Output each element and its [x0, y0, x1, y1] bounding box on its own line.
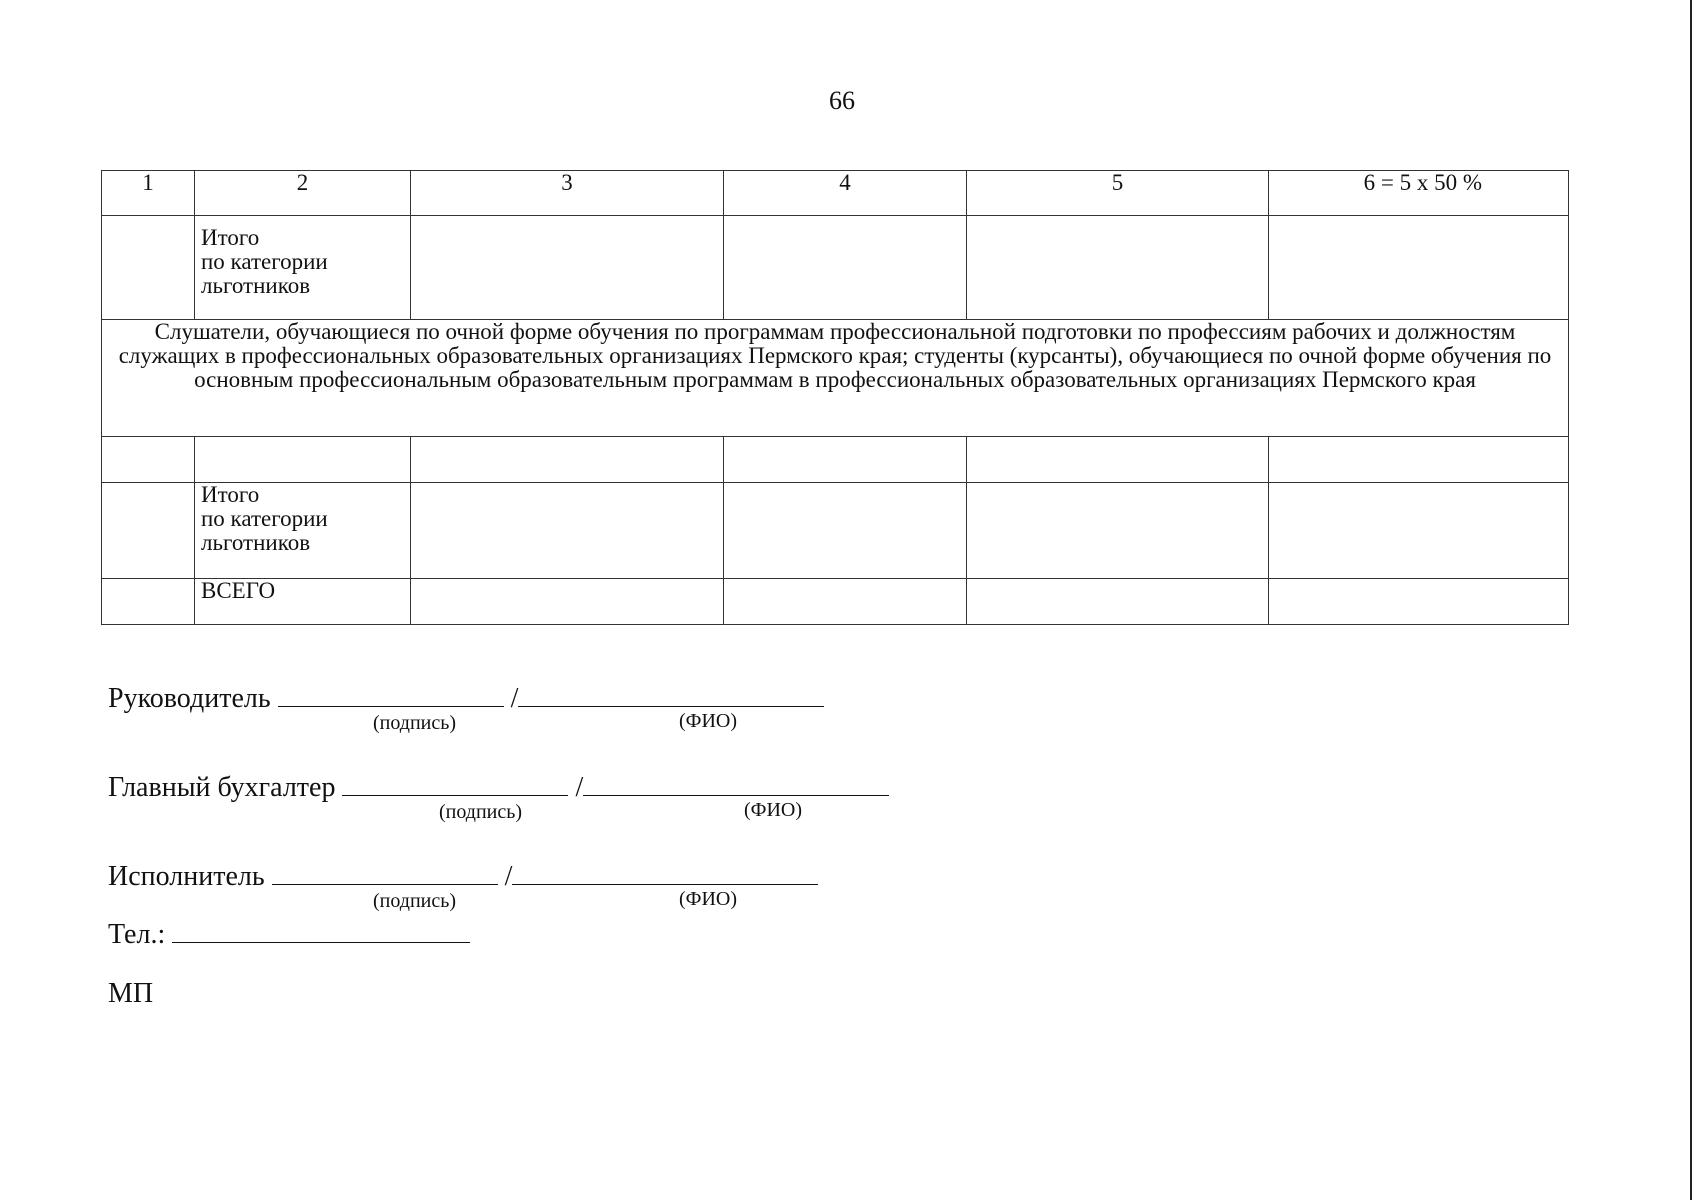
subtotal-label-line: по категории — [201, 249, 328, 274]
table-cell — [967, 579, 1269, 625]
subtotal-label — [195, 483, 411, 579]
table-cell — [1269, 483, 1569, 579]
subtotal-label-line: по категории — [201, 506, 328, 531]
table-cell — [411, 483, 724, 579]
column-number: 1 — [102, 171, 195, 216]
subtotal-row — [102, 483, 1569, 579]
fio-field[interactable] — [512, 856, 818, 885]
table-cell — [102, 216, 195, 320]
column-number: 4 — [724, 171, 967, 216]
section-title: Слушатели, обучающиеся по очной форме обучения по программам профессиональной подготовки по профессиям рабочих и должностям служащих в профессиональных образовательных организациях Пермского края; студенты (курсанты), обучающиеся по очной форме обучения по основным профессиональным образовательным программам в профессиональных образовательных организациях Пермского края — [102, 320, 1569, 437]
column-number: 3 — [411, 171, 724, 216]
separator: / — [510, 683, 519, 714]
separator: / — [575, 772, 584, 803]
phone-field[interactable] — [172, 914, 470, 943]
separator: / — [504, 861, 513, 892]
subtotal-label-line: Итого — [201, 225, 260, 250]
executor-label: Исполнитель — [108, 861, 265, 892]
subtotal-label-line: льготников — [201, 530, 311, 555]
signature-caption: (подпись) — [439, 801, 523, 823]
page-edge — [1690, 0, 1692, 1200]
fio-caption: (ФИО) — [679, 710, 738, 732]
table-cell — [411, 579, 724, 625]
table-cell — [102, 579, 195, 625]
fio-field[interactable] — [583, 767, 889, 796]
table-cell — [195, 437, 411, 483]
table-cell — [411, 437, 724, 483]
stamp-label: МП — [108, 978, 154, 1009]
column-number: 2 — [195, 171, 411, 216]
table-cell — [724, 483, 967, 579]
column-number: 5 — [967, 171, 1269, 216]
table-row — [102, 437, 1569, 483]
column-number-row — [102, 171, 1569, 216]
column-number: 6 = 5 x 50 % — [1269, 171, 1569, 216]
fio-caption: (ФИО) — [744, 799, 803, 821]
report-table — [101, 170, 1569, 625]
table-cell — [1269, 437, 1569, 483]
total-row — [102, 579, 1569, 625]
subtotal-row — [102, 216, 1569, 320]
table-cell — [411, 216, 724, 320]
head-label: Руководитель — [108, 683, 271, 714]
table-cell — [967, 437, 1269, 483]
section-row — [102, 320, 1569, 437]
signature-caption: (подпись) — [373, 712, 457, 734]
table-cell — [724, 216, 967, 320]
signature-caption: (подпись) — [373, 890, 457, 912]
phone-line — [108, 914, 470, 951]
table-cell — [1269, 579, 1569, 625]
table-cell — [724, 579, 967, 625]
fio-field[interactable] — [518, 678, 824, 707]
total-label: ВСЕГО — [195, 579, 411, 625]
subtotal-label — [195, 216, 411, 320]
fio-caption: (ФИО) — [679, 888, 738, 910]
table-cell — [102, 483, 195, 579]
accountant-label: Главный бухгалтер — [108, 772, 336, 803]
phone-label: Тел.: — [108, 919, 166, 950]
signature-field[interactable] — [278, 678, 504, 707]
table-cell — [724, 437, 967, 483]
table-cell — [967, 216, 1269, 320]
subtotal-label-line: Итого — [201, 482, 260, 507]
page-number: 66 — [829, 86, 855, 115]
subtotal-label-line: льготников — [201, 273, 311, 298]
table-cell — [1269, 216, 1569, 320]
signature-field[interactable] — [342, 767, 568, 796]
table-cell — [967, 483, 1269, 579]
signature-field[interactable] — [272, 856, 498, 885]
table-cell — [102, 437, 195, 483]
